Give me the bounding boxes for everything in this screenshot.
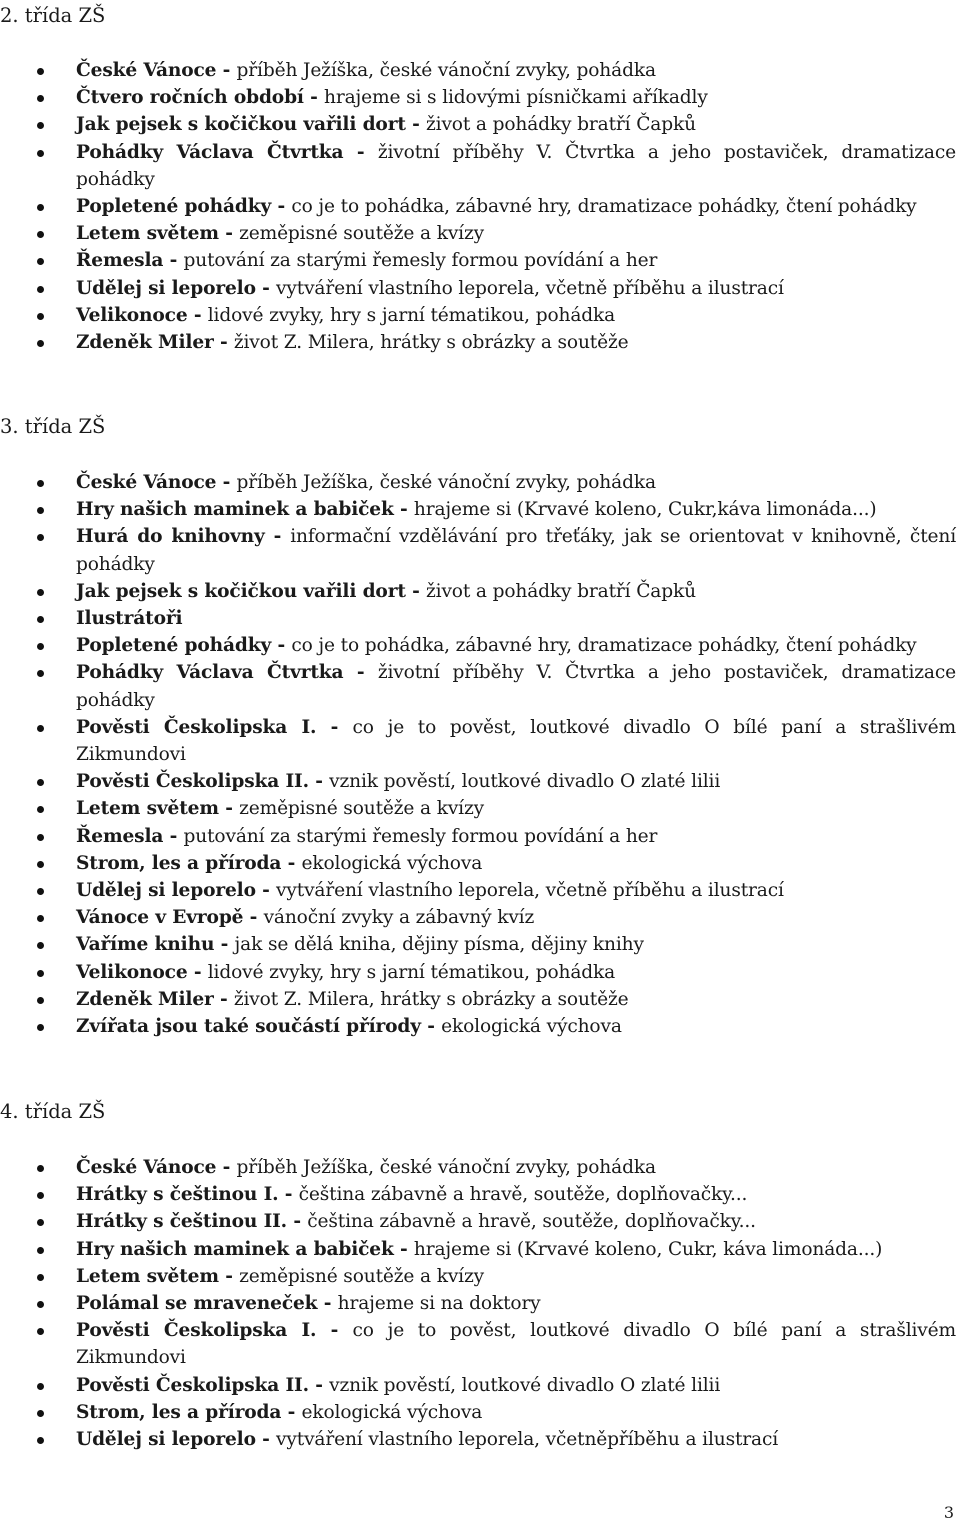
item-description: hrajeme si (Krvavé koleno, Cukr, káva limonáda...) bbox=[413, 1238, 883, 1260]
item-title: Řemesla - bbox=[76, 825, 184, 847]
bullet-icon bbox=[37, 806, 44, 813]
item-text bbox=[76, 1317, 956, 1371]
list-item bbox=[0, 1372, 956, 1399]
item-text bbox=[76, 496, 956, 523]
item-description: vznik pověstí, loutkové divadlo O zlaté lilii bbox=[329, 1374, 721, 1396]
bullet-icon bbox=[37, 95, 44, 102]
item-description: život a pohádky bratří Čapků bbox=[426, 580, 696, 602]
item-text bbox=[76, 329, 956, 356]
item-title: Řemesla - bbox=[76, 250, 184, 272]
bullet-icon bbox=[37, 589, 44, 596]
list-item bbox=[0, 1181, 956, 1208]
item-text bbox=[76, 986, 956, 1013]
bullet-icon bbox=[37, 231, 44, 238]
list-item bbox=[0, 795, 956, 822]
item-title: Hrátky s češtinou II. - bbox=[76, 1211, 308, 1233]
item-description: zeměpisné soutěže a kvízy bbox=[239, 1265, 484, 1287]
item-title: České Vánoce - bbox=[76, 1157, 237, 1178]
bullet-icon bbox=[37, 1219, 44, 1226]
section-heading: 4. třída ZŠ bbox=[0, 1100, 106, 1123]
item-title: Vánoce v Evropě - bbox=[76, 907, 264, 929]
item-description: ekologická výchova bbox=[441, 1016, 622, 1038]
list-item bbox=[0, 1236, 956, 1263]
list-item bbox=[0, 959, 956, 986]
item-title: Vaříme knihu - bbox=[76, 934, 235, 956]
item-text bbox=[76, 139, 956, 193]
item-text bbox=[76, 469, 956, 496]
item-title: Ilustrátoři bbox=[76, 608, 183, 630]
item-description: životní příběhy V. Čtvrtka a jeho postaviček, dramatizace pohádky bbox=[76, 141, 956, 190]
item-text bbox=[76, 1290, 956, 1317]
item-title: České Vánoce - bbox=[76, 60, 237, 81]
item-description: ekologická výchova bbox=[301, 1401, 483, 1423]
section-heading: 2. třída ZŠ bbox=[0, 4, 106, 27]
item-description: co je to pověst, loutkové divadlo O bílé paní a strašlivém Zikmundovi bbox=[76, 716, 956, 766]
bullet-icon bbox=[37, 150, 44, 157]
item-description: putování za starými řemesly formou povídání a her bbox=[183, 825, 658, 847]
item-title: Polámal se mraveneček - bbox=[76, 1293, 338, 1315]
item-description: ekologická výchova bbox=[301, 852, 483, 874]
item-description: lidové zvyky, hry s jarní tématikou, pohádka bbox=[207, 961, 616, 983]
list-item bbox=[0, 1013, 956, 1040]
item-title: Pohádky Václava Čtvrtka - bbox=[76, 662, 378, 684]
item-title: Velikonoce - bbox=[76, 304, 208, 326]
bullet-icon bbox=[37, 670, 44, 677]
item-description: příběh Ježíška, české vánoční zvyky, pohádka bbox=[236, 472, 656, 493]
item-text bbox=[76, 1426, 956, 1453]
item-description: vytváření vlastního leporela, včetně příběhu a ilustrací bbox=[276, 277, 784, 299]
item-title: Pověsti Českolipska I. - bbox=[76, 1320, 353, 1342]
item-title: Pověsti Českolipska I. - bbox=[76, 716, 353, 738]
item-text bbox=[76, 1372, 956, 1399]
item-description: příběh Ježíška, české vánoční zvyky, pohádka bbox=[236, 1157, 656, 1178]
list-item bbox=[0, 469, 956, 496]
bullet-icon bbox=[37, 313, 44, 320]
bullet-icon bbox=[37, 68, 44, 75]
list-item bbox=[0, 193, 956, 220]
item-title: Zvířata jsou také součástí přírody - bbox=[76, 1016, 442, 1038]
list-item bbox=[0, 139, 956, 193]
item-text bbox=[76, 1013, 956, 1040]
list-item bbox=[0, 1399, 956, 1426]
item-description: hrajeme si na doktory bbox=[337, 1293, 541, 1315]
item-description: lidové zvyky, hry s jarní tématikou, pohádka bbox=[207, 304, 616, 326]
item-text bbox=[76, 84, 956, 111]
bullet-icon bbox=[37, 1274, 44, 1281]
list-item bbox=[0, 329, 956, 356]
item-text bbox=[76, 959, 956, 986]
page-number: 3 bbox=[943, 1503, 954, 1522]
list-item bbox=[0, 659, 956, 713]
list-item bbox=[0, 111, 956, 138]
item-title: Velikonoce - bbox=[76, 961, 208, 983]
item-title: Hry našich maminek a babiček - bbox=[76, 1238, 414, 1260]
item-text bbox=[76, 220, 956, 247]
bullet-icon bbox=[37, 1192, 44, 1199]
item-text bbox=[76, 57, 956, 84]
item-title: Zdeněk Miler - bbox=[76, 332, 234, 354]
bullet-icon bbox=[37, 942, 44, 949]
bullet-icon bbox=[37, 507, 44, 514]
item-title: České Vánoce - bbox=[76, 472, 237, 493]
list-item bbox=[0, 84, 956, 111]
item-text bbox=[76, 275, 956, 302]
item-description: vytváření vlastního leporela, včetněpříběhu a ilustrací bbox=[276, 1429, 779, 1451]
bullet-icon bbox=[37, 122, 44, 129]
item-title: Udělej si leporelo - bbox=[76, 880, 277, 902]
item-text bbox=[76, 904, 956, 931]
item-description: čeština zábavně a hravě, soutěže, doplňovačky... bbox=[298, 1184, 748, 1206]
list-item bbox=[0, 823, 956, 850]
bullet-icon bbox=[37, 970, 44, 977]
item-description: zeměpisné soutěže a kvízy bbox=[239, 798, 484, 820]
bullet-icon bbox=[37, 1328, 44, 1335]
item-title: Strom, les a příroda - bbox=[76, 1401, 302, 1423]
item-description: příběh Ježíška, české vánoční zvyky, pohádka bbox=[236, 60, 656, 81]
item-title: Hry našich maminek a babiček - bbox=[76, 499, 414, 521]
bullet-icon bbox=[37, 779, 44, 786]
bullet-icon bbox=[37, 1247, 44, 1254]
list-item bbox=[0, 302, 956, 329]
item-title: Jak pejsek s kočičkou vařili dort - bbox=[76, 580, 426, 602]
list-item bbox=[0, 768, 956, 795]
item-title: Hrátky s češtinou I. - bbox=[76, 1184, 299, 1206]
bullet-icon bbox=[37, 286, 44, 293]
item-text bbox=[76, 193, 956, 220]
bullet-icon bbox=[37, 1383, 44, 1390]
item-text bbox=[76, 1263, 956, 1290]
item-text bbox=[76, 111, 956, 138]
item-title: Udělej si leporelo - bbox=[76, 277, 277, 299]
list-item bbox=[0, 1263, 956, 1290]
item-title: Popletené pohádky - bbox=[76, 635, 292, 657]
item-title: Popletené pohádky - bbox=[76, 196, 292, 218]
bullet-icon bbox=[37, 616, 44, 623]
bullet-icon bbox=[37, 258, 44, 265]
item-text bbox=[76, 1181, 956, 1208]
bullet-icon bbox=[37, 643, 44, 650]
list-item bbox=[0, 1154, 956, 1181]
item-text bbox=[76, 302, 956, 329]
item-description: život Z. Milera, hrátky s obrázky a soutěže bbox=[233, 988, 629, 1010]
list-item bbox=[0, 57, 956, 84]
item-description: co je to pověst, loutkové divadlo O bílé paní a strašlivém Zikmundovi bbox=[76, 1320, 956, 1369]
bullet-icon bbox=[37, 1024, 44, 1031]
item-title: Čtvero ročních období - bbox=[76, 87, 325, 109]
activity-list bbox=[0, 57, 960, 356]
item-text bbox=[76, 714, 956, 768]
item-description: vytváření vlastního leporela, včetně příběhu a ilustrací bbox=[276, 880, 784, 902]
list-item bbox=[0, 986, 956, 1013]
section-heading: 3. třída ZŠ bbox=[0, 415, 106, 438]
item-text bbox=[76, 795, 956, 822]
item-description: jak se dělá kniha, dějiny písma, dějiny knihy bbox=[234, 934, 644, 956]
item-text bbox=[76, 931, 956, 958]
list-item bbox=[0, 247, 956, 274]
list-item bbox=[0, 714, 956, 768]
list-item bbox=[0, 496, 956, 523]
list-item bbox=[0, 1290, 956, 1317]
item-text bbox=[76, 1236, 956, 1263]
item-title: Jak pejsek s kočičkou vařili dort - bbox=[76, 114, 426, 136]
bullet-icon bbox=[37, 1165, 44, 1172]
bullet-icon bbox=[37, 340, 44, 347]
activity-list bbox=[0, 469, 960, 1040]
bullet-icon bbox=[37, 1410, 44, 1417]
item-title: Udělej si leporelo - bbox=[76, 1429, 277, 1451]
item-title: Strom, les a příroda - bbox=[76, 852, 302, 874]
list-item bbox=[0, 220, 956, 247]
list-item bbox=[0, 523, 956, 577]
item-text bbox=[76, 578, 956, 605]
item-description: život Z. Milera, hrátky s obrázky a soutěže bbox=[233, 332, 629, 354]
item-description: životní příběhy V. Čtvrtka a jeho postaviček, dramatizace pohádky bbox=[76, 662, 956, 711]
bullet-icon bbox=[37, 834, 44, 841]
item-title: Zdeněk Miler - bbox=[76, 988, 234, 1010]
list-item bbox=[0, 275, 956, 302]
item-description: vznik pověstí, loutkové divadlo O zlaté lilii bbox=[329, 771, 721, 793]
item-description: zeměpisné soutěže a kvízy bbox=[239, 223, 484, 245]
list-item bbox=[0, 1208, 956, 1235]
list-item bbox=[0, 850, 956, 877]
item-description: život a pohádky bratří Čapků bbox=[426, 114, 696, 136]
item-text bbox=[76, 1399, 956, 1426]
list-item bbox=[0, 904, 956, 931]
list-item bbox=[0, 931, 956, 958]
item-description: co je to pohádka, zábavné hry, dramatizace pohádky, čtení pohádky bbox=[291, 196, 917, 218]
list-item bbox=[0, 578, 956, 605]
item-text bbox=[76, 605, 956, 632]
item-title: Letem světem - bbox=[76, 798, 240, 820]
item-description: hrajeme si s lidovými písničkami aříkadly bbox=[324, 87, 708, 109]
item-text bbox=[76, 1208, 956, 1235]
bullet-icon bbox=[37, 997, 44, 1004]
item-title: Pohádky Václava Čtvrtka - bbox=[76, 141, 378, 163]
item-description: putování za starými řemesly formou povídání a her bbox=[183, 250, 658, 272]
bullet-icon bbox=[37, 861, 44, 868]
item-description: vánoční zvyky a zábavný kvíz bbox=[263, 907, 535, 929]
bullet-icon bbox=[37, 1437, 44, 1444]
item-text bbox=[76, 823, 956, 850]
item-title: Pověsti Českolipska II. - bbox=[76, 771, 330, 793]
item-title: Letem světem - bbox=[76, 1265, 240, 1287]
bullet-icon bbox=[37, 534, 44, 541]
item-text bbox=[76, 659, 956, 713]
item-description: čeština zábavně a hravě, soutěže, doplňovačky... bbox=[307, 1211, 756, 1233]
item-title: Pověsti Českolipska II. - bbox=[76, 1374, 330, 1396]
list-item bbox=[0, 1317, 956, 1371]
bullet-icon bbox=[37, 480, 44, 487]
bullet-icon bbox=[37, 725, 44, 732]
item-text bbox=[76, 247, 956, 274]
list-item bbox=[0, 605, 956, 632]
item-description: co je to pohádka, zábavné hry, dramatizace pohádky, čtení pohádky bbox=[291, 635, 917, 657]
item-description: hrajeme si (Krvavé koleno, Cukr,káva limonáda...) bbox=[413, 499, 877, 521]
item-text bbox=[76, 850, 956, 877]
item-text bbox=[76, 768, 956, 795]
list-item bbox=[0, 1426, 956, 1453]
item-description: informační vzdělávání pro třeťáky, jak se orientovat v knihovně, čtení pohádky bbox=[76, 526, 956, 575]
item-title: Letem světem - bbox=[76, 223, 240, 245]
list-item bbox=[0, 877, 956, 904]
item-text bbox=[76, 877, 956, 904]
activity-list bbox=[0, 1154, 960, 1453]
bullet-icon bbox=[37, 1301, 44, 1308]
bullet-icon bbox=[37, 888, 44, 895]
bullet-icon bbox=[37, 915, 44, 922]
bullet-icon bbox=[37, 204, 44, 211]
item-text bbox=[76, 1154, 956, 1181]
item-text bbox=[76, 632, 956, 659]
item-title: Hurá do knihovny - bbox=[76, 526, 291, 548]
item-text bbox=[76, 523, 956, 577]
list-item bbox=[0, 632, 956, 659]
